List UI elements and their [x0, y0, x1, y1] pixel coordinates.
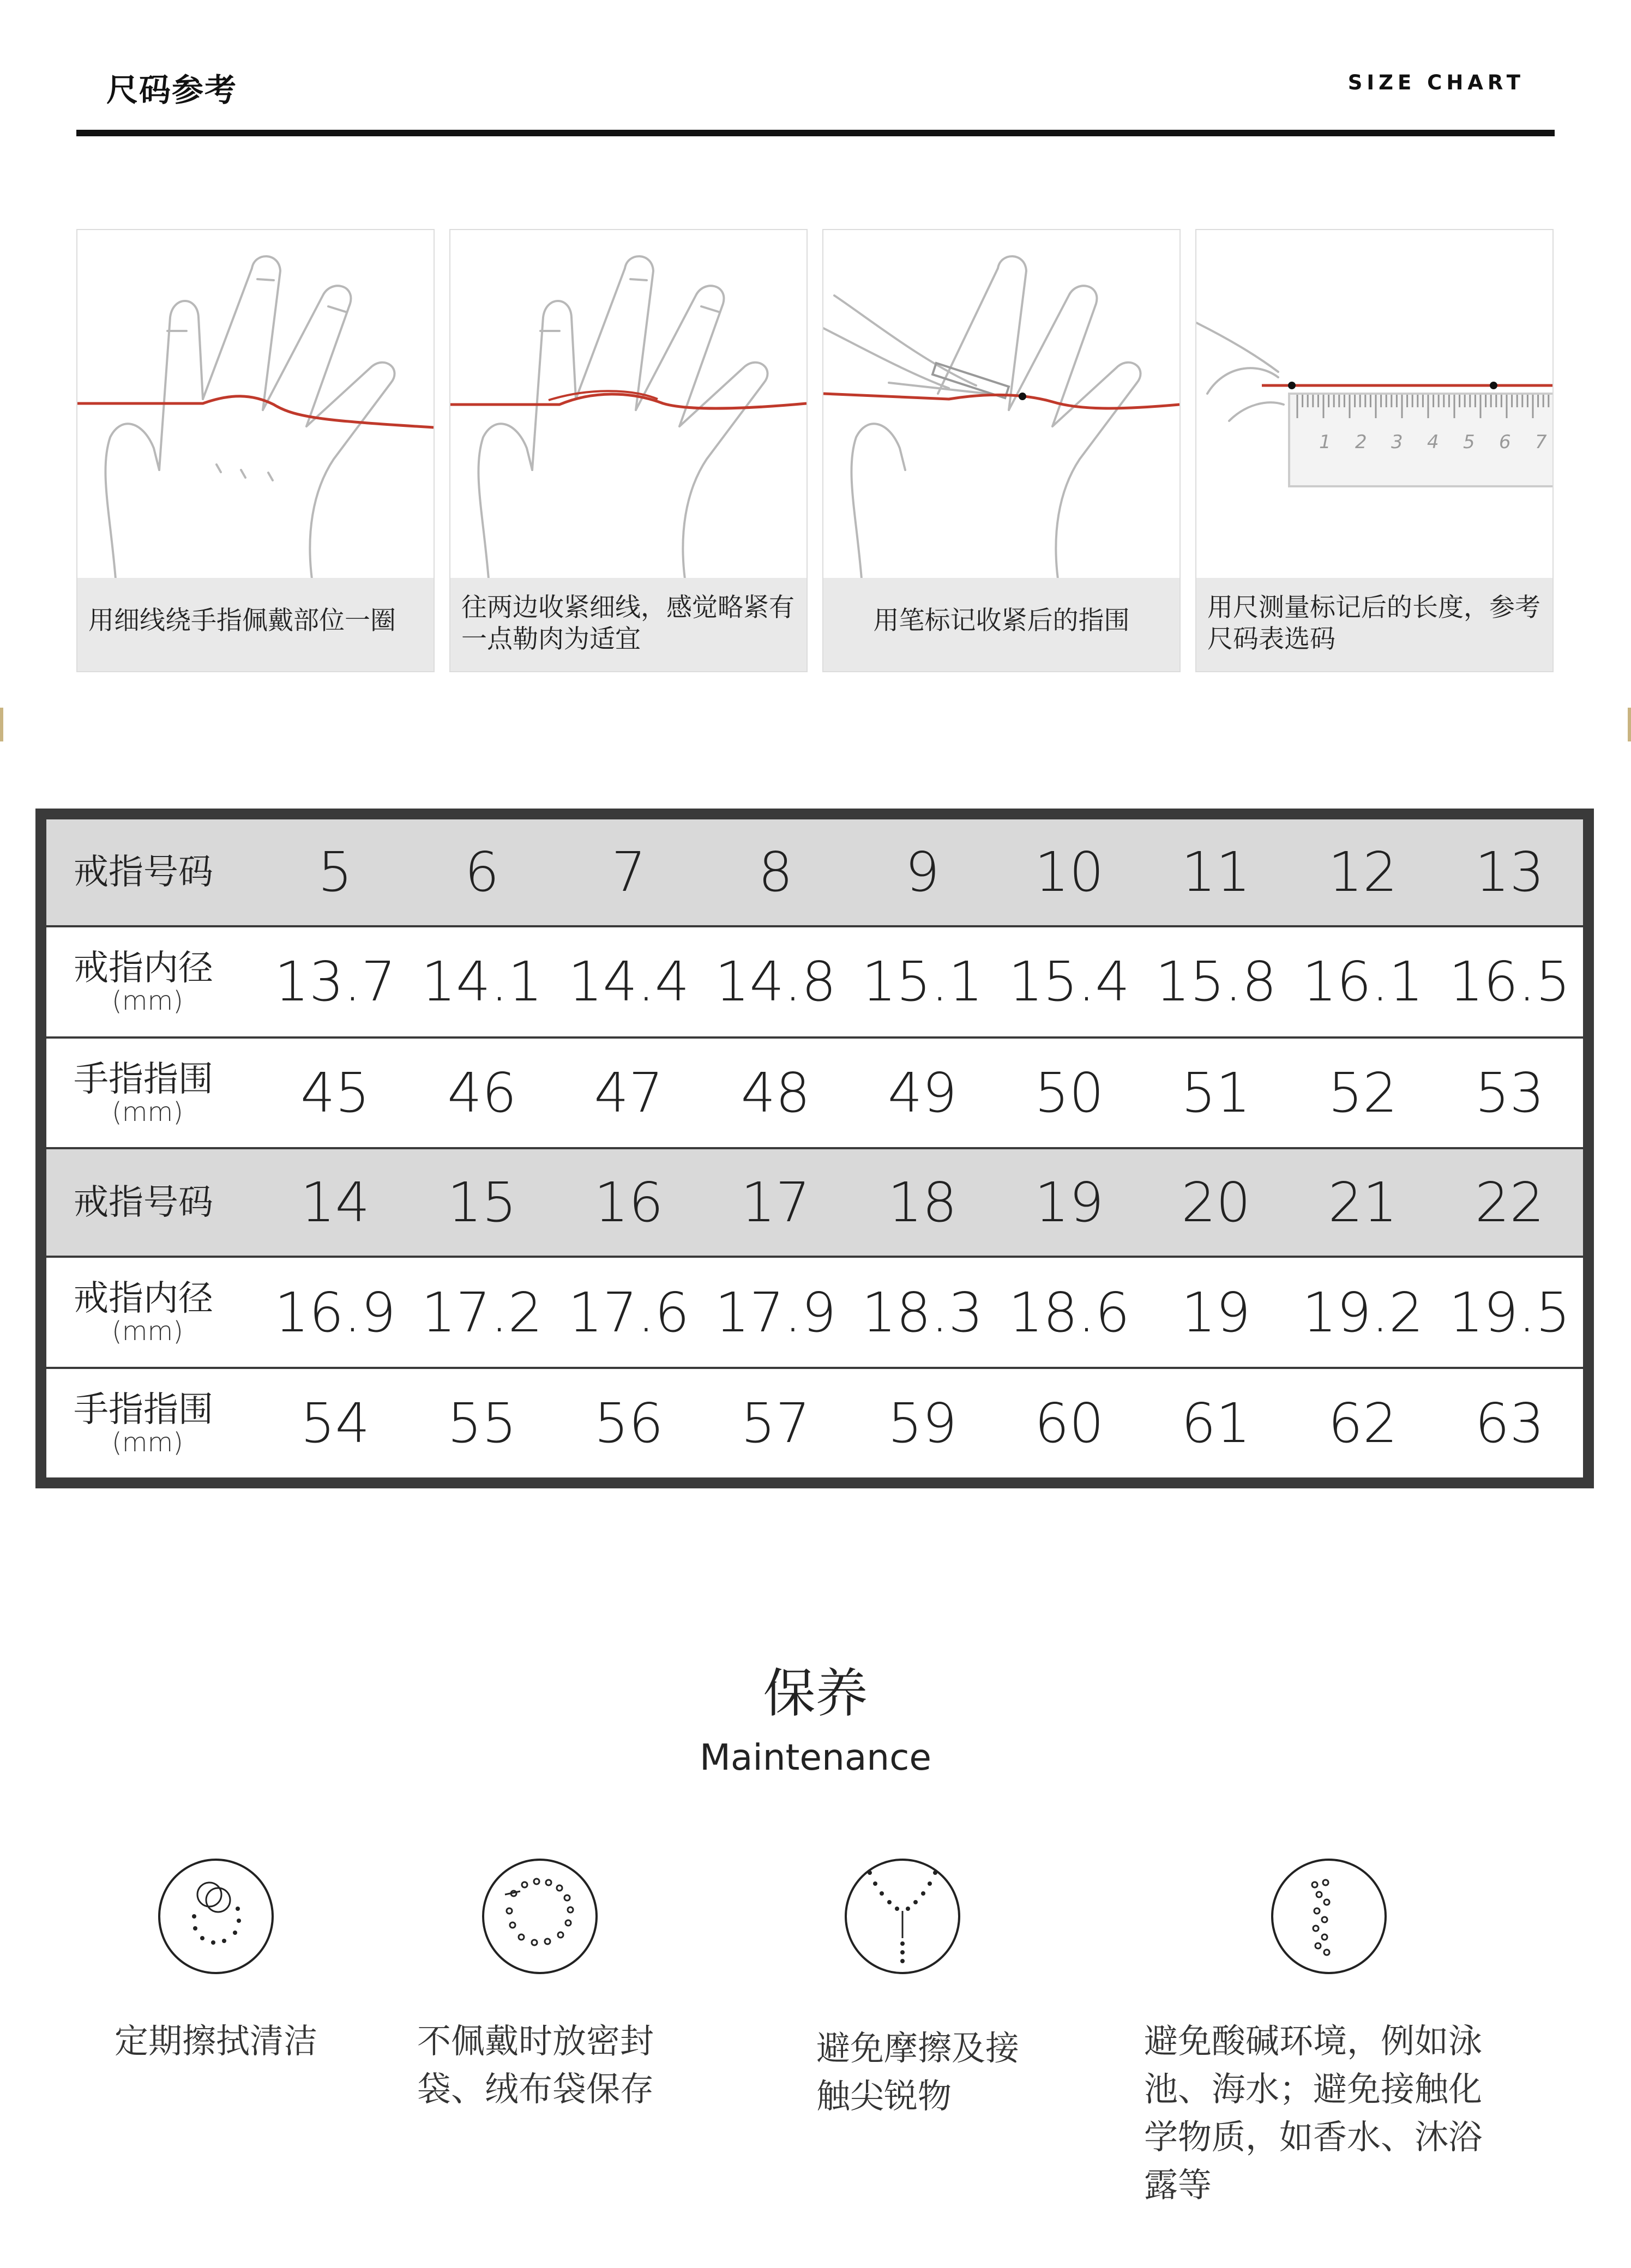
row-label-text: 戒指号码: [74, 852, 213, 892]
table-cell: 17.9: [702, 1257, 849, 1368]
table-cell: 59: [849, 1368, 996, 1477]
step-4: [1195, 229, 1554, 672]
table-cell: 5: [262, 819, 408, 926]
table-cell: 18.3: [849, 1257, 996, 1368]
table-row: [46, 926, 1583, 1038]
maintenance-subtitle: Maintenance: [699, 1736, 932, 1778]
size-table-frame: [35, 809, 1594, 1488]
table-cell: 13.7: [262, 926, 408, 1038]
page-title-en: SIZE CHART: [1347, 71, 1525, 94]
table-cell: 50: [996, 1038, 1142, 1149]
table-cell: 19: [996, 1148, 1142, 1257]
table-cell: 10: [996, 819, 1142, 926]
table-cell: 62: [1290, 1368, 1436, 1477]
table-cell: 14: [262, 1148, 408, 1257]
table-cell: 57: [702, 1368, 849, 1477]
maintenance-line: 学物质，如香水、沐浴: [1144, 2117, 1483, 2157]
table-cell: 19.5: [1436, 1257, 1583, 1368]
maintenance-item-1: [115, 2017, 317, 2065]
table-cell: 17: [702, 1148, 849, 1257]
table-cell: 16.1: [1290, 926, 1436, 1038]
table-cell: 46: [408, 1038, 555, 1149]
step-1: [76, 229, 435, 672]
measure-steps: [76, 229, 1555, 672]
rings-wipe-icon: [156, 1856, 276, 1976]
hand-thread-icon: [77, 230, 434, 579]
table-row: [46, 1038, 1583, 1149]
table-row: [46, 819, 1583, 926]
table-cell: 54: [262, 1368, 408, 1477]
maintenance-line: 定期擦拭清洁: [115, 2021, 318, 2061]
table-cell: 14.4: [555, 926, 702, 1038]
row-label-text: 手指指围: [74, 1389, 213, 1430]
row-label: [46, 819, 262, 926]
table-cell: 60: [996, 1368, 1142, 1477]
row-label-text: 戒指内径: [74, 948, 213, 988]
row-label-text: 戒指号码: [74, 1182, 213, 1223]
table-cell: 21: [1290, 1148, 1436, 1257]
size-table: [46, 819, 1583, 1477]
table-cell: 16: [555, 1148, 702, 1257]
row-label-text: 戒指内径: [74, 1278, 213, 1319]
ruler-number: 4: [1427, 431, 1439, 453]
row-label: [46, 1257, 262, 1368]
table-cell: 17.2: [408, 1257, 555, 1368]
maintenance-title: 保养: [763, 1663, 868, 1724]
row-unit: (mm): [112, 1096, 183, 1127]
table-cell: 15: [408, 1148, 555, 1257]
table-cell: 15.1: [849, 926, 996, 1038]
table-cell: 45: [262, 1038, 408, 1149]
bracelet-bag-icon: [480, 1856, 600, 1976]
table-cell: 48: [702, 1038, 849, 1149]
maintenance-line: 触尖锐物: [816, 2076, 952, 2116]
maintenance-line: 池、海水；避免接触化: [1144, 2069, 1483, 2109]
ruler-number: 3: [1391, 431, 1403, 453]
row-label-text: 手指指围: [74, 1059, 213, 1100]
step-caption: 用尺测量标记后的长度，参考尺码表选码: [1196, 578, 1552, 671]
table-cell: 6: [408, 819, 555, 926]
table-cell: 18: [849, 1148, 996, 1257]
maintenance-line: 不佩戴时放密封: [417, 2021, 654, 2061]
table-cell: 22: [1436, 1148, 1583, 1257]
maintenance-line: 避免摩擦及接: [816, 2028, 1020, 2068]
page-title: 尺码参考: [106, 71, 238, 108]
table-cell: 61: [1142, 1368, 1289, 1477]
left-edge-marker: [0, 708, 3, 741]
necklace-avoid-icon: [842, 1856, 962, 1976]
table-cell: 9: [849, 819, 996, 926]
table-cell: 8: [702, 819, 849, 926]
ruler-measure-icon: [1196, 230, 1552, 579]
table-cell: 7: [555, 819, 702, 926]
table-cell: 12: [1290, 819, 1436, 926]
row-unit: (mm): [112, 1316, 183, 1347]
table-cell: 13: [1436, 819, 1583, 926]
table-cell: 56: [555, 1368, 702, 1477]
step-caption: 用细线绕手指佩戴部位一圈: [77, 578, 434, 671]
maintenance-line: 露等: [1144, 2165, 1212, 2205]
chain-chemical-icon: [1269, 1856, 1389, 1976]
table-cell: 17.6: [555, 1257, 702, 1368]
table-cell: 14.1: [408, 926, 555, 1038]
table-row: [46, 1257, 1583, 1368]
maintenance-item-4: [1144, 2017, 1482, 2209]
maintenance-item-2: [417, 2017, 654, 2113]
right-edge-marker: [1628, 708, 1631, 741]
maintenance-line: 避免酸碱环境，例如泳: [1144, 2021, 1483, 2061]
ruler-number: 2: [1355, 431, 1367, 453]
ruler-number: 1: [1319, 431, 1331, 453]
step-caption: 往两边收紧细线，感觉略紧有一点勒肉为适宜: [450, 578, 807, 671]
table-cell: 52: [1290, 1038, 1436, 1149]
maintenance-line: 袋、绒布袋保存: [417, 2069, 654, 2109]
step-3: [822, 229, 1181, 672]
table-cell: 16.5: [1436, 926, 1583, 1038]
table-cell: 11: [1142, 819, 1289, 926]
hand-tighten-icon: [450, 230, 807, 579]
step-caption: 用笔标记收紧后的指围: [823, 578, 1179, 671]
table-cell: 49: [849, 1038, 996, 1149]
table-cell: 14.8: [702, 926, 849, 1038]
table-cell: 63: [1436, 1368, 1583, 1477]
table-cell: 15.8: [1142, 926, 1289, 1038]
header-divider: [76, 130, 1555, 136]
table-cell: 55: [408, 1368, 555, 1477]
table-cell: 18.6: [996, 1257, 1142, 1368]
row-label: [46, 1148, 262, 1257]
row-label: [46, 1038, 262, 1149]
step-2: [449, 229, 808, 672]
ruler-number: 6: [1499, 431, 1511, 453]
row-unit: (mm): [112, 1427, 183, 1458]
table-cell: 51: [1142, 1038, 1289, 1149]
table-cell: 15.4: [996, 926, 1142, 1038]
table-cell: 19: [1142, 1257, 1289, 1368]
table-cell: 19.2: [1290, 1257, 1436, 1368]
ruler-number: 7: [1535, 431, 1547, 453]
table-cell: 16.9: [262, 1257, 408, 1368]
row-label: [46, 926, 262, 1038]
hand-pen-mark-icon: [823, 230, 1179, 579]
ruler-number: 5: [1463, 431, 1475, 453]
row-label: [46, 1368, 262, 1477]
row-unit: (mm): [112, 985, 183, 1016]
table-cell: 53: [1436, 1038, 1583, 1149]
maintenance-item-3: [816, 2024, 1019, 2120]
table-row: [46, 1148, 1583, 1257]
table-row: [46, 1368, 1583, 1477]
table-cell: 20: [1142, 1148, 1289, 1257]
table-cell: 47: [555, 1038, 702, 1149]
